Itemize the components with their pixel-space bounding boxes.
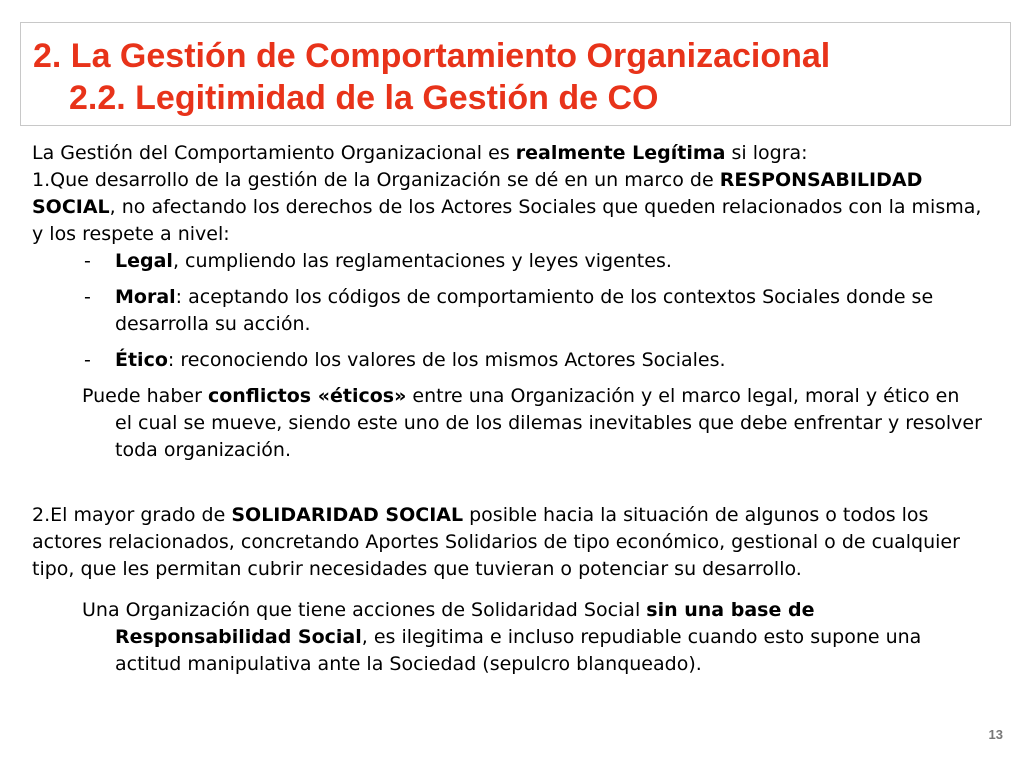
point-1-paragraph: 1.Que desarrollo de la gestión de la Organización se dé en un marco de RESPONSABILIDAD SOCIAL, no afectando los derechos de los Actores Sociales que queden relacionados con la misma, y los respete a nivel:	[32, 169, 982, 245]
bullet-moral: - Moral: aceptando los códigos de comportamiento de los contextos Sociales donde se desarrolla su acción.	[84, 286, 934, 335]
bullet-legal: - Legal, cumpliendo las reglamentaciones y leyes vigentes.	[32, 248, 982, 275]
point-2-emphasis: SOLIDARIDAD SOCIAL	[231, 504, 464, 526]
bullet-dash: -	[84, 349, 91, 371]
slide-body	[32, 140, 982, 678]
paragraph-spacer	[32, 464, 982, 502]
bullet-moral-label: Moral	[115, 286, 176, 308]
conflict-paragraph: Puede haber conflictos «éticos» entre una Organización y el marco legal, moral y ético en el cual se mueve, siendo este uno de los dilemas inevitables que debe enfrentar y resolver toda organización.	[82, 385, 982, 461]
point-2-paragraph: 2.El mayor grado de SOLIDARIDAD SOCIAL posible hacia la situación de algunos o todos los actores relacionados, concretando Aportes Solidarios de tipo económico, gestional o de cualquier tipo, que les permitan cubrir necesidades que tuvieran o potenciar su desarrollo.	[32, 504, 960, 580]
bullet-dash: -	[84, 286, 91, 308]
closing-emphasis: sin una base de Responsabilidad Social	[115, 599, 815, 648]
point-1-emphasis: RESPONSABILIDAD SOCIAL	[32, 169, 923, 218]
closing-paragraph: Una Organización que tiene acciones de Solidaridad Social sin una base de Responsabilidad Social, es ilegitima e incluso repudiable cuando esto supone una actitud manipulativa ante la Sociedad (sepulcro blanqueado).	[82, 599, 922, 675]
slide-title: 2. La Gestión de Comportamiento Organizacional	[33, 37, 831, 75]
intro-emphasis: realmente Legítima	[515, 142, 726, 164]
bullet-legal-label: Legal	[115, 250, 173, 272]
intro-paragraph: La Gestión del Comportamiento Organizacional es realmente Legítima si logra:	[32, 142, 808, 164]
slide-title-box	[20, 22, 1011, 126]
bullet-etico-label: Ético	[115, 349, 168, 371]
page-number: 13	[988, 727, 1003, 742]
bullet-etico: - Ético: reconociendo los valores de los mismos Actores Sociales.	[32, 347, 982, 374]
slide-subtitle: 2.2. Legitimidad de la Gestión de CO	[69, 79, 659, 117]
conflict-emphasis: conflictos «éticos»	[207, 385, 407, 407]
bullet-dash: -	[84, 250, 91, 272]
